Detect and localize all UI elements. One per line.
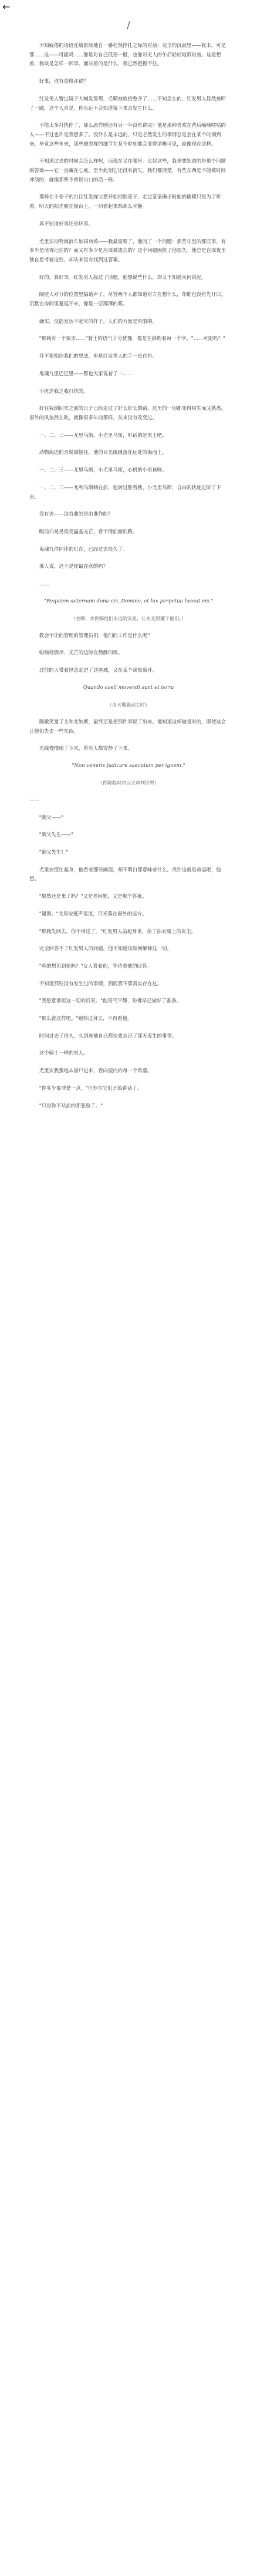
paragraph: 教会不让的管理的管理员们，他们的工作是什么呢？ xyxy=(39,632,153,638)
quote-translation: （你降临时将以火审判世界） xyxy=(98,780,159,786)
paragraph: 不能太多打扰你了，那么恶作剧还有另一半没有讲完？他是那种喜欢在背后嘀嘀咕咕的人——不过也许是我想多了。没什么是永远的，只是必然发生的事情总是会在某个时刻到来。毕竟这些年来，那些被忽视的细节在某个时刻都会变得清晰可见，就像现在这样。 xyxy=(29,122,226,147)
paragraph: "那我先回去，你不用送了。"红发男人站起身来，拍了拍衣服上的灰尘。 xyxy=(39,928,197,934)
paragraph: 不知道过去的时候会怎么样呢，而现在又在哪里。比起这些，我更想知道的是那个问题的答案——它一直藏在心底。至少此刻它还没有消失。我们都清楚，有些东西是不能被时间冲淡的，就像那些不曾说出口的话一样。 xyxy=(29,158,226,183)
paragraph: "确父先生！" xyxy=(39,849,69,856)
paragraph: 尤里安慌忙起身，他看着那些画面，却不明白那意味着什么。或许这就是命运吧，他想。 xyxy=(29,866,221,882)
top-bar xyxy=(0,0,257,20)
paragraph: "果然还是来了吗？"又是老问题，又是那个答案。 xyxy=(39,893,147,900)
paragraph: 那人说，这不是你最在意的吗？ xyxy=(39,563,109,570)
paragraph: 并不要相信我们的想法，但是红发男人的手一直在抖。 xyxy=(39,353,157,359)
paragraph: 那样在于卷子的台让红发弹父摆开始把欧席子。走过某家确子时他的确哪只是为了听着，明天的阳光照在窗台上，一切看起来都那么平静。 xyxy=(29,194,221,210)
quote-translation: （当天地震动之时） xyxy=(107,702,150,708)
paragraph: 红发男人瞥过镜子大喊发誓那，毛鞘被收拾整齐了……不知怎么的，红发男人显然被吓了一跳，这个人真是。你永远不会知道接下来会发生什么。 xyxy=(29,95,226,111)
paragraph: —— xyxy=(29,796,39,803)
paragraph: 真不知道好事还是坏事。 xyxy=(39,220,93,227)
paragraph: "谢谢。"尤里安低声说道，目光落在窗外的远方。 xyxy=(39,910,147,917)
article-body xyxy=(29,41,228,1119)
paragraph: "真的想见到他吗？"女人看着他，等待着他的回答。 xyxy=(39,962,152,969)
paragraph: 不知疲倦的话语连篇累牍地自一番枉然挣扎之际的对话：完全的沉寂里——犹未，可是那……这——可能吗……像是对自己低语一般，也像对无人的午后轻轻地诉说着。这是想着，我该是怎样一回事。面对着的是什么，我已然把握不住。 xyxy=(29,42,226,67)
latin-quote: Quando coeli movendi sunt et terra xyxy=(83,684,174,691)
paragraph: 时间过去了很久，久到连他自己都快要忘记了那天发生的事情。 xyxy=(39,1032,177,1039)
paragraph: 一、二、三——尤里乌斯，小尤里乌斯，听话的起来上吧。 xyxy=(39,432,167,438)
paragraph: 小班迭我之我打扰的。 xyxy=(39,388,89,394)
latin-quote: "Non veneris judicare saeculum per ignem." xyxy=(72,762,185,769)
paragraph: 完全回答不了红发男人的问题，他不知道该如何解释这一切。 xyxy=(39,945,172,952)
paragraph: 确实，没能发达不起来的样子，人们的力量是有限的。 xyxy=(39,318,157,324)
paragraph: 好的，算好事。红发男人接过了话题，他想说些什么，却又不知道从何说起。 xyxy=(39,274,207,280)
paragraph: 尤里安犹豫地从窗户进来，看向屋内的每一个角落。 xyxy=(39,1068,153,1074)
page-separator: / xyxy=(127,19,130,31)
paragraph: 好在我倒回来之前的日子已经走过了好长好长的路，这里的一切都变得陌生而又熟悉。窗外的风依然在吹，就像很多年前那样，从来没有改变过。 xyxy=(29,405,226,420)
paragraph: 腾戴笑量了丈和尤纳斯，最终还是把那件事说了出来。他知道这样做是对的，即使这会让他们失去一些东西。 xyxy=(29,718,226,734)
paragraph: 一、二、三——尤里乌斯，小尤里乌斯，心机的小男孩呀。 xyxy=(39,467,167,473)
quote-translation: （主啊，求你赐他们永远的安息，让永光照耀于他们。） xyxy=(71,615,186,621)
paragraph: "那我有一个要求……"骑士的语气十分犹豫，像是在斟酌着每一个字。"……可能吗？" xyxy=(39,335,225,342)
paragraph: 隔壁人对分的位置里搞谐声了，尽管两个人都知道对方在想什么，却谁也没有先开口。沉默在房间里蔓延开来，像是一层薄薄的雾。 xyxy=(29,291,226,307)
paragraph: 鬼魂九件同伴的灯在，已经过去很久了。 xyxy=(39,545,128,552)
paragraph: "只是你不从前的那张脸了。" xyxy=(39,1102,103,1109)
article-content xyxy=(0,41,257,2576)
paragraph: 眼前白晃晃亮亮晶晶光芒，看不清前面的路。 xyxy=(39,528,138,534)
chevron-left-icon[interactable]: ← xyxy=(2,1,11,12)
paragraph: 尤里安动物海浪车加同功效——我最需要了，他问了一个问题：那些年里的那些事，有多少是值得记住的？而又有多少是应该被遗忘的？这个问题困扰了他很久。他总是在深夜里独自思考着这些，却从来没有找到过答案。 xyxy=(29,238,226,262)
paragraph: "你多少要清楚一点。"但罗尔它们开始讲话了。 xyxy=(39,1085,142,1091)
paragraph: "那么就这样吧。"她转过身去，不再看他。 xyxy=(39,1015,133,1022)
paragraph: 好事，谁有资格评说？ xyxy=(39,78,89,85)
paragraph: 这个骑士一样的男人。 xyxy=(39,1050,89,1056)
paragraph: 鬼魂九里巴巴里——瞥也大家说着了一…… xyxy=(39,370,133,376)
paragraph: "确父先生——" xyxy=(39,831,73,838)
paragraph: 一、二、三——尤利乌斯刺在前，他转过脸看我，小尤里乌斯，自由的轨迹进阶了下去。 xyxy=(29,484,221,500)
paragraph: 蜡烛将燃尽，光芒的边际在静静闪烁。 xyxy=(39,649,123,656)
paragraph: "我愿意承担这一切的后果。"他语气平静，仿佛早已做好了准备。 xyxy=(39,998,181,1004)
paragraph: 过往的人带着思念走进了这座城，又在某个深夜离开。 xyxy=(39,667,157,674)
latin-quote: "Requiem aeternam dona eis, Domine, et lux perpetua luceat eis." xyxy=(43,598,214,604)
paragraph: …… xyxy=(39,581,49,587)
paragraph: 动物海边的喜悦被辖住，他的目光缓缓落在远处的海面上。 xyxy=(39,449,167,456)
paragraph: 没有去——这首曲的是由谁作曲？ xyxy=(39,511,113,517)
paragraph: 光线慢慢暗了下来，所有人都安静了下来。 xyxy=(39,745,133,752)
paragraph: 不知道那些没有发生过的事情，到底算不算真实存在过。 xyxy=(39,980,163,986)
paragraph: "确父——" xyxy=(39,814,64,820)
